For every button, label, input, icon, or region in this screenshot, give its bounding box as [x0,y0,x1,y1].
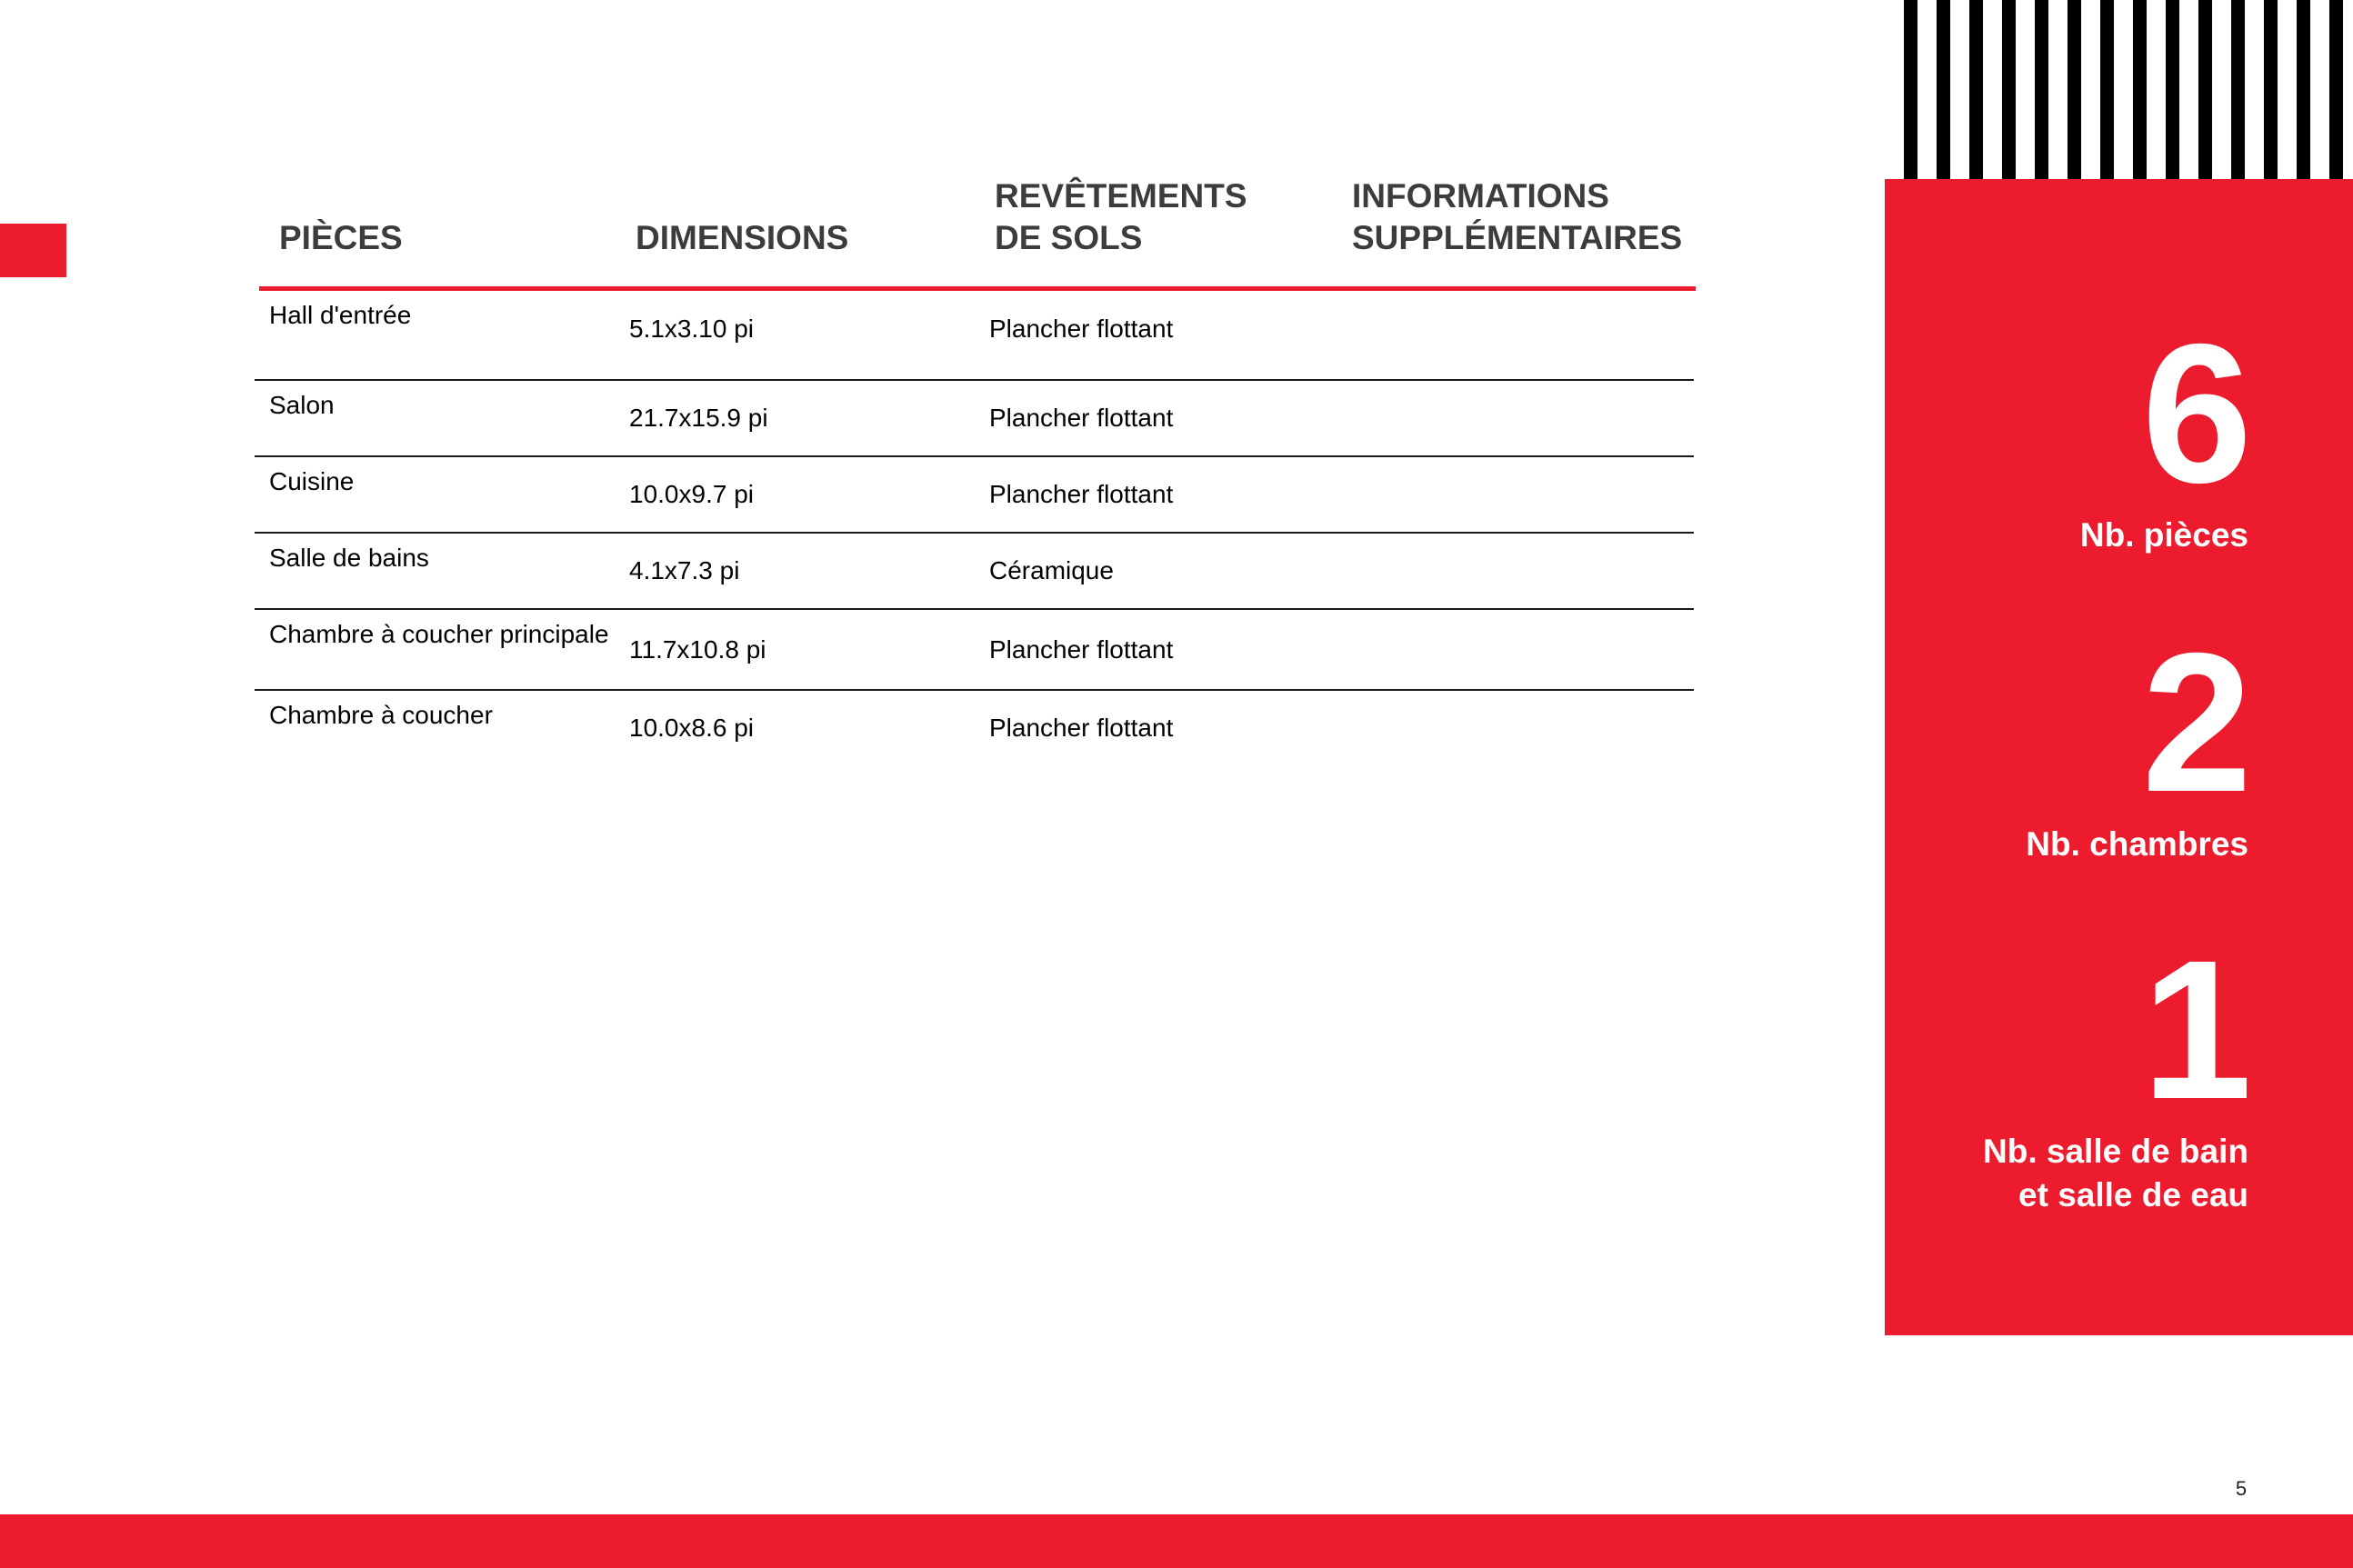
room-flooring: Plancher flottant [989,480,1174,508]
bottom-accent-bar [0,1514,2353,1568]
room-flooring: Plancher flottant [989,635,1174,664]
room-dimensions: 21.7x15.9 pi [629,404,768,432]
table-row [255,291,1694,381]
header-dimensions [636,217,848,259]
room-dimensions: 4.1x7.3 pi [629,556,740,584]
header-flooring-line2: DE SOLS [995,219,1143,256]
table-row [255,610,1694,691]
room-flooring: Plancher flottant [989,404,1174,432]
room-name: Chambre à coucher principale [269,620,609,648]
table-row [255,381,1694,457]
stat-bathrooms-label-line1: Nb. salle de bain [1983,1133,2248,1170]
stats-panel [1885,179,2353,1335]
decorative-stripes [1885,0,2353,179]
header-flooring [995,175,1247,259]
room-flooring: Plancher flottant [989,714,1174,742]
stat-rooms-value: 6 [2141,304,2248,524]
table-row [255,691,1694,765]
room-name: Cuisine [269,467,355,495]
room-flooring: Plancher flottant [989,315,1174,343]
stat-bedrooms-value: 2 [2141,613,2248,834]
stat-rooms-label: Nb. pièces [2079,516,2248,554]
stat-bedrooms [2026,613,2248,866]
room-name: Salle de bains [269,544,429,572]
room-dimensions: 10.0x9.7 pi [629,480,754,508]
page-number: 5 [2235,1477,2248,1500]
header-flooring-line1: REVÊTEMENTS [995,177,1247,215]
left-accent-tab [0,224,66,277]
header-rooms [279,217,403,259]
table-header [259,173,1696,291]
stat-bathrooms-value: 1 [2141,920,2248,1141]
room-dimensions: 10.0x8.6 pi [629,714,754,742]
header-info [1352,175,1682,259]
header-info-line2: SUPPLÉMENTAIRES [1352,219,1683,256]
room-dimensions: 11.7x10.8 pi [629,635,766,664]
table-row [255,534,1694,610]
room-name: Hall d'entrée [269,301,412,329]
room-dimensions: 5.1x3.10 pi [629,315,754,343]
stat-bathrooms [1983,920,2248,1217]
room-name: Salon [269,391,335,419]
room-name: Chambre à coucher [269,701,493,729]
room-flooring: Céramique [989,556,1114,584]
rooms-table [255,173,1696,765]
header-rooms-line1: PIÈCES [279,219,403,256]
stat-rooms [2079,304,2248,557]
stat-bathrooms-label-line2: et salle de eau [2018,1176,2248,1213]
header-info-line1: INFORMATIONS [1352,177,1609,215]
header-dimensions-line1: DIMENSIONS [636,219,849,256]
table-row [255,457,1694,534]
stat-bedrooms-label: Nb. chambres [2026,825,2248,863]
